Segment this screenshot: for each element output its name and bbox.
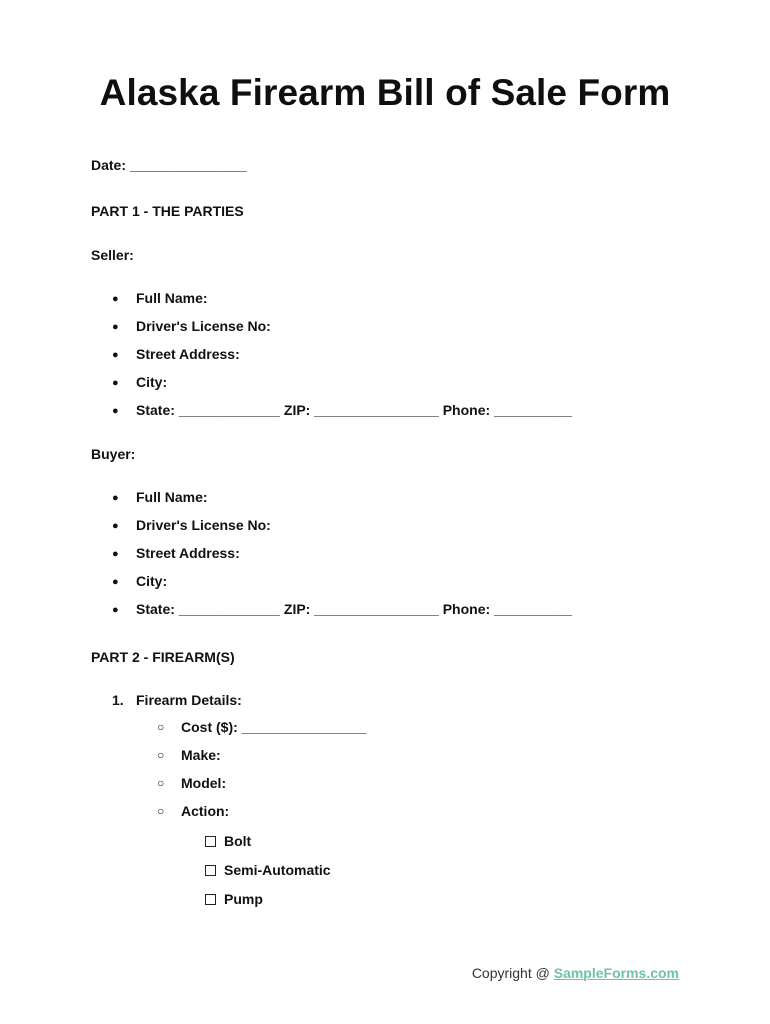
buyer-field-state-zip-phone [112, 600, 572, 619]
buyer-field-label: Full Name: [136, 489, 208, 505]
brand-link[interactable]: SampleForms.com [553, 965, 679, 981]
list-number: 1. [112, 692, 124, 708]
buyer-field-label: City: [136, 573, 168, 589]
firearm-details-item [112, 691, 242, 709]
part2-heading: PART 2 - FIREARM(S) [91, 649, 235, 665]
bullet-icon: ● [112, 520, 119, 532]
firearm-model-field [157, 774, 226, 792]
firearm-action-field [157, 802, 229, 820]
buyer-field-street [112, 544, 240, 563]
action-option-bolt[interactable] [205, 832, 251, 850]
buyer-field-label: Street Address: [136, 545, 240, 561]
firearm-detail-label: Make: [181, 747, 221, 763]
buyer-field-label: Driver's License No: [136, 517, 271, 533]
buyer-label: Buyer: [91, 446, 136, 462]
bullet-icon: ● [112, 405, 119, 417]
seller-field-label: City: [136, 374, 168, 390]
seller-field-label: Driver's License No: [136, 318, 271, 334]
action-option-label: Pump [224, 891, 263, 907]
firearm-detail-label: Model: [181, 775, 227, 791]
checkbox-icon[interactable] [205, 865, 216, 876]
circle-bullet-icon: ○ [157, 776, 165, 790]
seller-field-state-zip-phone [112, 401, 572, 420]
bullet-icon: ● [112, 576, 119, 588]
seller-field-license [112, 317, 271, 336]
bullet-icon: ● [112, 548, 119, 560]
seller-field-city [112, 373, 167, 392]
bullet-icon: ● [112, 492, 119, 504]
seller-field-street [112, 345, 240, 364]
seller-field-label: State: _____________ ZIP: ________________ Phone: __________ [136, 402, 572, 418]
buyer-field-label: State: _____________ ZIP: ________________ Phone: __________ [136, 601, 572, 617]
action-option-label: Bolt [224, 833, 252, 849]
date-field: Date: _______________ [91, 157, 247, 173]
buyer-field-city [112, 572, 167, 591]
firearm-make-field [157, 746, 221, 764]
buyer-field-full-name [112, 488, 208, 507]
firearm-detail-label: Action: [181, 803, 230, 819]
copyright-prefix: Copyright @ [471, 965, 554, 981]
bullet-icon: ● [112, 293, 119, 305]
bullet-icon: ● [112, 321, 119, 333]
action-option-label: Semi-Automatic [224, 862, 331, 878]
part1-heading: PART 1 - THE PARTIES [91, 203, 244, 219]
circle-bullet-icon: ○ [157, 804, 165, 818]
copyright-footer [472, 965, 679, 981]
action-option-semi-automatic[interactable] [205, 861, 331, 879]
seller-field-label: Full Name: [136, 290, 208, 306]
seller-field-full-name [112, 289, 208, 308]
bullet-icon: ● [112, 377, 119, 389]
seller-field-label: Street Address: [136, 346, 240, 362]
bullet-icon: ● [112, 349, 119, 361]
firearm-details-label: Firearm Details: [136, 692, 242, 708]
page-title: Alaska Firearm Bill of Sale Form [99, 72, 671, 113]
checkbox-icon[interactable] [205, 836, 216, 847]
circle-bullet-icon: ○ [157, 720, 165, 734]
buyer-field-license [112, 516, 271, 535]
circle-bullet-icon: ○ [157, 748, 165, 762]
checkbox-icon[interactable] [205, 894, 216, 905]
firearm-cost-field [157, 718, 366, 736]
bullet-icon: ● [112, 604, 119, 616]
firearm-detail-label: Cost ($): ________________ [181, 719, 367, 735]
action-option-pump[interactable] [205, 890, 263, 908]
seller-label: Seller: [91, 247, 134, 263]
